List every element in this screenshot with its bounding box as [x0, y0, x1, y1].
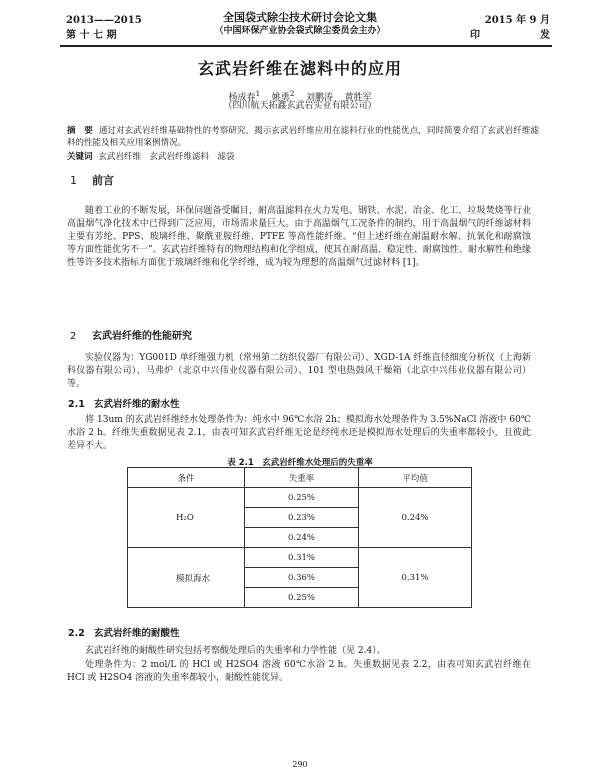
condition-cell: 模拟海水	[128, 548, 245, 608]
value-cell: 0.31%	[245, 548, 359, 568]
author-sup: 2	[289, 89, 295, 98]
value-cell: 0.25%	[245, 588, 359, 608]
value-cell: 0.23%	[245, 508, 359, 528]
section-heading	[70, 327, 192, 342]
header-rule	[60, 45, 552, 47]
header-print	[470, 28, 550, 43]
author-affiliation: （四川航天拓鑫玄武岩实业有限公司）	[223, 101, 377, 111]
value-cell: 0.25%	[245, 488, 359, 508]
section-title: 玄武岩纤维的性能研究	[92, 331, 192, 342]
abstract	[67, 125, 539, 149]
average-cell: 0.24%	[359, 488, 472, 548]
table-header-cell: 平均值	[359, 468, 472, 488]
header-print-left: 印	[470, 30, 480, 41]
value-cell: 0.36%	[245, 568, 359, 588]
subsection-heading	[68, 625, 180, 639]
header-print-right: 发	[540, 30, 550, 41]
abstract-label: 摘 要	[67, 126, 93, 136]
section-title: 前言	[92, 174, 114, 187]
keywords-text: 玄武岩纤维 玄武岩纤维滤料 滤袋	[98, 152, 235, 162]
water-resistance-paragraph: 将 13um 的玄武岩纤维经水处理条件为：纯水中 96℃水浴 2h；模拟海水处理条件为 3.5%NaCl 溶液中 60℃水浴 2 h。纤维失重数据见表 2.1，由表可知玄武岩纤维无论是经纯水还是模拟海水处理后的失重率都较小，且彼此差异不大。	[67, 415, 531, 451]
header-date: 2015 年 9 月	[484, 15, 550, 26]
table-header-row	[128, 468, 472, 488]
table-row	[128, 548, 472, 568]
table-header-cell: 条件	[128, 468, 245, 488]
journal-title: 全国袋式除尘技术研讨会论文集	[223, 11, 377, 24]
subsection-title: 玄武岩纤维的耐酸性	[94, 628, 180, 639]
page-number: 290	[292, 760, 308, 769]
intro-paragraph: 随着工业的不断发展，环保问题备受瞩目，耐高温滤料在火力发电、钢铁、水泥、冶金、化工、垃圾焚烧等行业高温烟气净化技术中已得到广泛应用，市场需求量巨大。由于高温烟气工况条件的制约，用于高温烟气的纤维滤材料主要有芳纶、PPS、玻璃纤维、聚酰亚胺纤维、PTFE 等高性能纤维。“但上述纤维在耐温耐水解、抗氧化和耐腐蚀等方面性能优劣不一”。玄武岩纤维特有的物理结构和化学组成，使其在耐高温、稳定性、耐腐蚀性、耐水解性和绝缘性等许多技术指标方面优于玻璃纤维和化学纤维，成为较为理想的高温烟气过滤材料 [1]。	[67, 206, 531, 268]
header-years: 2013——2015	[66, 15, 142, 26]
table-row	[128, 488, 472, 508]
instruments-paragraph: 实验仪器为：YG001D 单纤维强力机（常州第二纺织仪器厂有限公司）、XGD-1A 纤维直径细度分析仪（上海新科仪器有限公司）、马弗炉（北京中兴伟业仪器有限公司）、101 型电热鼓风干燥箱（北京中兴伟业仪器有限公司）等。	[67, 353, 531, 389]
keywords-label: 关键词	[67, 152, 93, 162]
header-center	[180, 11, 420, 38]
subsection-number: 2.2	[68, 628, 85, 639]
subsection-number: 2.1	[68, 399, 85, 410]
subsection-title: 玄武岩纤维的耐水性	[94, 399, 180, 410]
table-header-cell: 失重率	[245, 468, 359, 488]
acid-resistance-paragraph: 玄武岩纤维的耐酸性研究包括考察酸处理后的失重率和力学性能（见 2.4）。	[85, 646, 386, 656]
average-cell: 0.31%	[359, 548, 472, 608]
condition-cell: H₂O	[128, 488, 245, 548]
paper-title: 玄武岩纤维在滤料中的应用	[197, 59, 402, 78]
abstract-text: 通过对玄武岩纤维基础特性的考察研究，揭示玄武岩纤维应用在滤料行业的性能优点，同时简要介绍了玄武岩纤维滤料的性能及相关应用案例情况。	[67, 126, 539, 148]
author-name: 刘鹏涛	[306, 93, 334, 103]
header-right	[470, 13, 550, 43]
author-name: 姚勇	[271, 93, 290, 103]
section-number: 2	[70, 331, 77, 342]
section-heading	[70, 172, 114, 188]
value-cell: 0.24%	[245, 528, 359, 548]
keywords	[67, 151, 539, 163]
author-sup: 1	[255, 89, 261, 98]
header-left	[66, 13, 142, 43]
subsection-heading	[68, 396, 180, 410]
table-caption: 表 2.1 玄武岩纤维水处理后的失重率	[227, 458, 373, 468]
header-volume: 第 十 七 期	[66, 30, 117, 41]
section-number: 1	[70, 174, 77, 187]
author-name: 杨成春	[228, 93, 256, 103]
acid-conditions-paragraph: 处理条件为：2 mol/L 的 HCl 或 H2SO4 溶液 60℃水浴 2 h。失重数据见表 2.2，由表可知玄武岩纤维在 HCl 或 H2SO4 溶液的失重率都较小，耐酸性能优异。	[67, 660, 531, 683]
weight-loss-table	[127, 467, 472, 608]
journal-organizer: （中国环保产业协会袋式除尘委员会主办）	[214, 26, 386, 36]
author-name: 黄胜军	[344, 93, 372, 103]
